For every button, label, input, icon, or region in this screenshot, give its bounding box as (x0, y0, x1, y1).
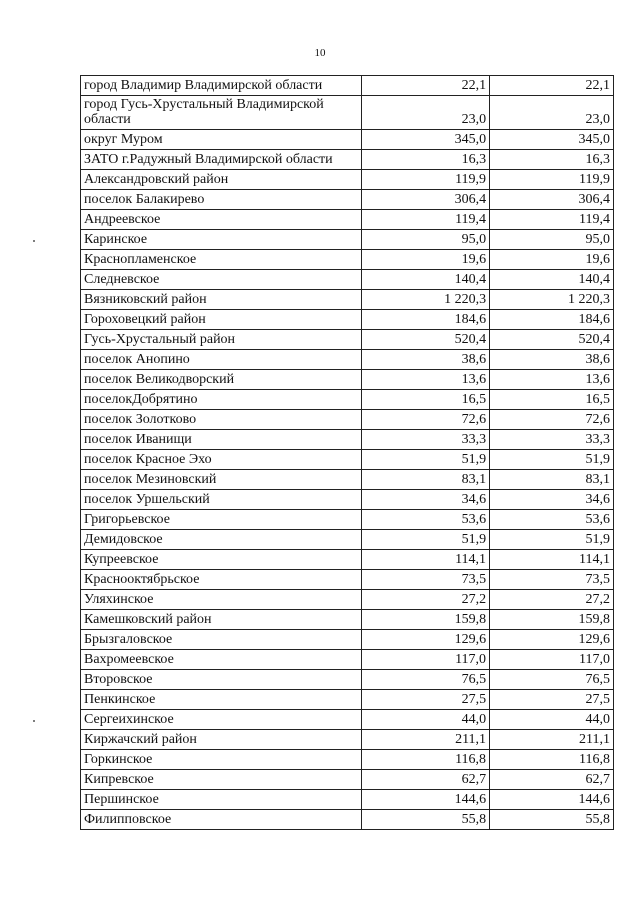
table-row (81, 530, 614, 550)
row-value-cell: 44,0 (362, 710, 490, 730)
row-value-cell: 76,5 (362, 670, 490, 690)
row-value-cell: 34,6 (490, 490, 614, 510)
row-name-cell: Киржачский район (81, 730, 362, 750)
row-value-cell: 19,6 (490, 250, 614, 270)
row-name-cell: Брызгаловское (81, 630, 362, 650)
table-row (81, 310, 614, 330)
row-value-cell: 83,1 (362, 470, 490, 490)
table-row (81, 610, 614, 630)
table-row (81, 510, 614, 530)
table-row (81, 170, 614, 190)
row-value-cell: 22,1 (490, 76, 614, 96)
row-name-cell: ЗАТО г.Радужный Владимирской области (81, 150, 362, 170)
row-value-cell: 140,4 (362, 270, 490, 290)
row-value-cell: 345,0 (490, 130, 614, 150)
table-row (81, 710, 614, 730)
row-name-cell: поселок Анопино (81, 350, 362, 370)
row-value-cell: 159,8 (362, 610, 490, 630)
table-row (81, 430, 614, 450)
row-value-cell: 72,6 (362, 410, 490, 430)
row-name-cell: Краснооктябрьское (81, 570, 362, 590)
row-name-cell: Григорьевское (81, 510, 362, 530)
table-row (81, 270, 614, 290)
row-value-cell: 211,1 (362, 730, 490, 750)
row-name-cell: город Владимир Владимирской области (81, 76, 362, 96)
row-name-cell: поселок Мезиновский (81, 470, 362, 490)
row-value-cell: 62,7 (362, 770, 490, 790)
row-value-cell: 33,3 (362, 430, 490, 450)
row-value-cell: 520,4 (362, 330, 490, 350)
scan-speck (33, 240, 35, 242)
table-row (81, 550, 614, 570)
table-row (81, 690, 614, 710)
row-value-cell: 116,8 (362, 750, 490, 770)
table-row (81, 410, 614, 430)
table-row (81, 130, 614, 150)
row-value-cell: 1 220,3 (490, 290, 614, 310)
row-value-cell: 76,5 (490, 670, 614, 690)
row-name-cell: Пенкинское (81, 690, 362, 710)
row-value-cell: 117,0 (362, 650, 490, 670)
row-name-cell: Купреевское (81, 550, 362, 570)
row-value-cell: 16,3 (490, 150, 614, 170)
row-value-cell: 129,6 (362, 630, 490, 650)
table-row (81, 76, 614, 96)
row-value-cell: 51,9 (490, 530, 614, 550)
row-name-cell: поселокДобрятино (81, 390, 362, 410)
row-value-cell: 129,6 (490, 630, 614, 650)
row-value-cell: 27,5 (362, 690, 490, 710)
row-value-cell: 16,5 (362, 390, 490, 410)
row-value-cell: 62,7 (490, 770, 614, 790)
row-name-cell: Кипревское (81, 770, 362, 790)
table-row (81, 390, 614, 410)
row-value-cell: 38,6 (362, 350, 490, 370)
row-value-cell: 119,9 (490, 170, 614, 190)
row-value-cell: 306,4 (362, 190, 490, 210)
row-value-cell: 13,6 (362, 370, 490, 390)
table-row (81, 670, 614, 690)
row-name-cell: поселок Балакирево (81, 190, 362, 210)
row-value-cell: 116,8 (490, 750, 614, 770)
row-value-cell: 51,9 (362, 530, 490, 550)
table-row (81, 650, 614, 670)
row-name-cell: город Гусь-Хрустальный Владимирской области (81, 96, 362, 130)
row-value-cell: 22,1 (362, 76, 490, 96)
table-row (81, 750, 614, 770)
row-name-cell: поселок Иванищи (81, 430, 362, 450)
row-value-cell: 95,0 (362, 230, 490, 250)
table-row (81, 330, 614, 350)
table-row (81, 230, 614, 250)
row-name-cell: Краснопламенское (81, 250, 362, 270)
table-row (81, 590, 614, 610)
row-name-cell: Следневское (81, 270, 362, 290)
row-name-cell: поселок Золотково (81, 410, 362, 430)
row-name-cell: Камешковский район (81, 610, 362, 630)
row-name-cell: Александровский район (81, 170, 362, 190)
row-value-cell: 44,0 (490, 710, 614, 730)
table-row (81, 790, 614, 810)
row-value-cell: 38,6 (490, 350, 614, 370)
row-value-cell: 119,9 (362, 170, 490, 190)
row-value-cell: 73,5 (362, 570, 490, 590)
row-name-cell: Першинское (81, 790, 362, 810)
row-value-cell: 345,0 (362, 130, 490, 150)
table-row (81, 770, 614, 790)
table-row (81, 570, 614, 590)
table-row (81, 96, 614, 130)
row-value-cell: 51,9 (362, 450, 490, 470)
row-value-cell: 117,0 (490, 650, 614, 670)
row-name-cell: Сергеихинское (81, 710, 362, 730)
row-value-cell: 16,3 (362, 150, 490, 170)
row-value-cell: 55,8 (362, 810, 490, 830)
table-row (81, 210, 614, 230)
row-value-cell: 27,2 (490, 590, 614, 610)
row-value-cell: 83,1 (490, 470, 614, 490)
row-value-cell: 27,2 (362, 590, 490, 610)
row-value-cell: 114,1 (490, 550, 614, 570)
row-value-cell: 306,4 (490, 190, 614, 210)
row-name-cell: поселок Уршельский (81, 490, 362, 510)
row-value-cell: 34,6 (362, 490, 490, 510)
row-value-cell: 23,0 (490, 96, 614, 130)
table-row (81, 370, 614, 390)
row-name-cell: Горкинское (81, 750, 362, 770)
row-value-cell: 184,6 (490, 310, 614, 330)
row-value-cell: 140,4 (490, 270, 614, 290)
row-value-cell: 114,1 (362, 550, 490, 570)
row-value-cell: 211,1 (490, 730, 614, 750)
data-table (80, 75, 614, 830)
row-name-cell: Гороховецкий район (81, 310, 362, 330)
table-row (81, 450, 614, 470)
table-row (81, 490, 614, 510)
row-name-cell: поселок Великодворский (81, 370, 362, 390)
table-row (81, 250, 614, 270)
row-value-cell: 520,4 (490, 330, 614, 350)
row-value-cell: 53,6 (490, 510, 614, 530)
row-name-cell: Филипповское (81, 810, 362, 830)
table-row (81, 810, 614, 830)
row-value-cell: 72,6 (490, 410, 614, 430)
row-name-cell: поселок Красное Эхо (81, 450, 362, 470)
page-number: 10 (314, 47, 326, 59)
table-row (81, 350, 614, 370)
table-row (81, 290, 614, 310)
scan-speck (33, 720, 35, 722)
row-value-cell: 19,6 (362, 250, 490, 270)
table-row (81, 630, 614, 650)
row-value-cell: 144,6 (490, 790, 614, 810)
row-value-cell: 119,4 (362, 210, 490, 230)
row-value-cell: 23,0 (362, 96, 490, 130)
row-value-cell: 13,6 (490, 370, 614, 390)
table-body (81, 76, 614, 830)
row-value-cell: 55,8 (490, 810, 614, 830)
row-value-cell: 73,5 (490, 570, 614, 590)
row-name-cell: округ Муром (81, 130, 362, 150)
row-name-cell: Демидовское (81, 530, 362, 550)
row-value-cell: 95,0 (490, 230, 614, 250)
row-name-cell: Вязниковский район (81, 290, 362, 310)
row-value-cell: 33,3 (490, 430, 614, 450)
table-row (81, 730, 614, 750)
row-name-cell: Второвское (81, 670, 362, 690)
row-name-cell: Вахромеевское (81, 650, 362, 670)
row-name-cell: Андреевское (81, 210, 362, 230)
row-value-cell: 27,5 (490, 690, 614, 710)
row-value-cell: 1 220,3 (362, 290, 490, 310)
row-name-cell: Уляхинское (81, 590, 362, 610)
table-row (81, 470, 614, 490)
row-value-cell: 184,6 (362, 310, 490, 330)
row-value-cell: 119,4 (490, 210, 614, 230)
table-row (81, 190, 614, 210)
row-name-cell: Гусь-Хрустальный район (81, 330, 362, 350)
row-value-cell: 51,9 (490, 450, 614, 470)
row-value-cell: 144,6 (362, 790, 490, 810)
row-value-cell: 16,5 (490, 390, 614, 410)
table-row (81, 150, 614, 170)
row-name-cell: Каринское (81, 230, 362, 250)
row-value-cell: 53,6 (362, 510, 490, 530)
row-value-cell: 159,8 (490, 610, 614, 630)
